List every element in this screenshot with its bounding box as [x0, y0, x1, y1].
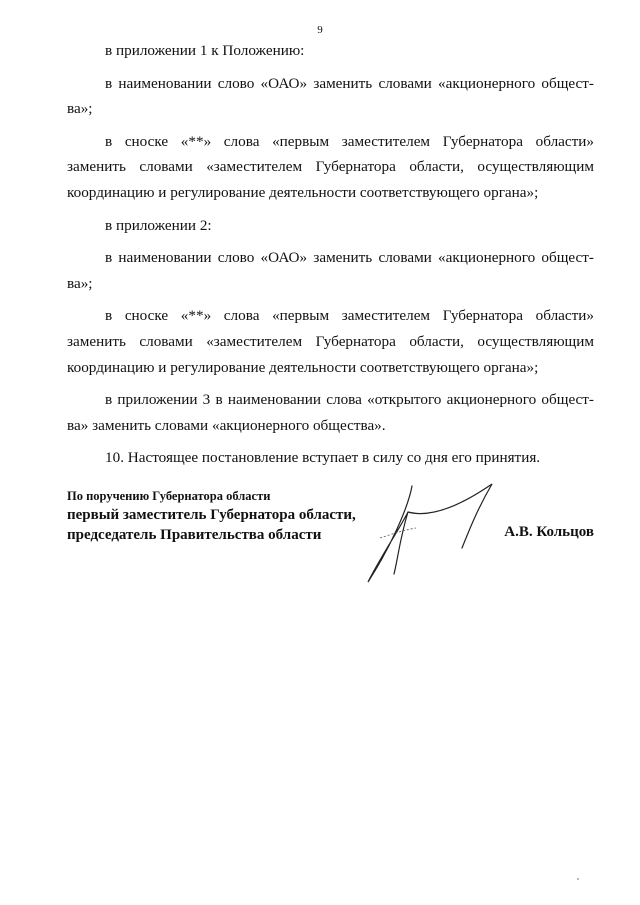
signature-block [67, 487, 594, 545]
signature-line-2: первый заместитель Губернатора области, [67, 507, 356, 523]
signatory-name: А.В. Кольцов [504, 524, 594, 540]
scan-speck [577, 878, 579, 880]
paragraph-appendix-2-title: в наименовании слово «ОАО» заменить словами «акционерного общест-ва»; [67, 249, 594, 292]
paragraph-appendix-2-footnote: в сноске «**» слова «первым заместителем Губернатора области» заменить словами «заместителем Губернатора области, осуществляющим координацию и регулирование деятельности соответствующего органа»; [67, 307, 594, 376]
handwritten-signature-icon [350, 478, 510, 588]
page-number: 9 [317, 24, 323, 36]
signature-line-3: председатель Правительства области [67, 527, 322, 543]
paragraph-appendix-3: в приложении 3 в наименовании слова «открытого акционерного общест-ва» заменить словами «акционерного общества». [67, 391, 594, 434]
paragraph-appendix-1-title: в наименовании слово «ОАО» заменить словами «акционерного общест-ва»; [67, 74, 594, 118]
document-body [67, 38, 594, 471]
paragraph-appendix-1: в приложении 1 к Положению: [105, 42, 305, 59]
signature-line-1: По поручению Губернатора области [67, 489, 271, 503]
paragraph-effective-date: 10. Настоящее постановление вступает в силу со дня его принятия. [105, 449, 541, 467]
paragraph-appendix-1-footnote: в сноске «**» слова «первым заместителем Губернатора области» заменить словами «заместителем Губернатора области, осуществляющим координацию и регулирование деятельности соответствующего органа»; [67, 132, 594, 201]
paragraph-appendix-2: в приложении 2: [105, 216, 212, 234]
